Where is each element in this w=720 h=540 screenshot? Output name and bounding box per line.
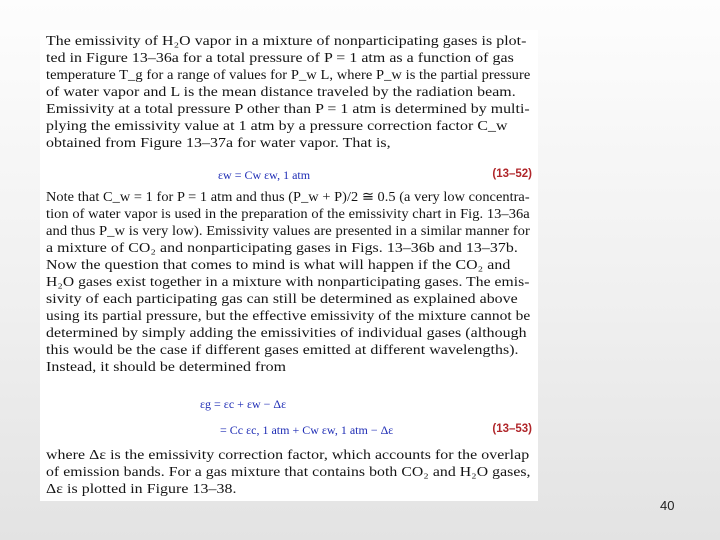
text-line: The emissivity of H₂O vapor in a mixture of nonparticipating gases is plot- (46, 33, 527, 48)
equation-13-53-line-1: εg = εc + εw − Δε (200, 397, 287, 411)
slide-page-number: 40 (660, 498, 675, 513)
text-line: plying the emissivity value at 1 atm by a pressure correction factor C_w (46, 118, 508, 133)
text-line: tion of water vapor is used in the preparation of the emissivity chart in Fig. 13–36a (46, 206, 530, 221)
text-line: where Δε is the emissivity correction factor, which accounts for the overlap (46, 447, 530, 462)
text-line: Now the question that comes to mind is what will happen if the CO₂ and (46, 257, 511, 272)
text-line: of emission bands. For a gas mixture that contains both CO₂ and H₂O gases, (46, 464, 531, 479)
text-line: temperature T_g for a range of values for P_w L, where P_w is the partial pressure (46, 67, 531, 82)
text-line: this would be the case if different gases emitted at different wavelengths). (46, 342, 519, 357)
textbook-page-scan (40, 30, 538, 501)
text-line: a mixture of CO₂ and nonparticipating gases in Figs. 13–36b and 13–37b. (46, 240, 518, 255)
text-line: and thus P_w is very low). Emissivity values are presented in a similar manner for (46, 223, 530, 238)
equation-number-13-52: (13–52) (492, 168, 532, 180)
equation-number-13-53: (13–53) (492, 423, 532, 435)
text-line: Instead, it should be determined from (46, 359, 287, 374)
text-line: obtained from Figure 13–37a for water vapor. That is, (46, 135, 391, 150)
text-line: Note that C_w = 1 for P = 1 atm and thus (P_w + P)/2 ≅ 0.5 (a very low concentra- (46, 189, 530, 204)
text-line: H₂O gases exist together in a mixture with nonparticipating gases. The emis- (46, 274, 530, 289)
text-line: sivity of each participating gas can still be determined as explained above (46, 291, 518, 306)
text-line: Emissivity at a total pressure P other than P = 1 atm is determined by multi- (46, 101, 530, 116)
equation-13-52: εw = Cw εw, 1 atm (218, 168, 311, 182)
equation-13-53-line-2: = Cc εc, 1 atm + Cw εw, 1 atm − Δε (220, 423, 394, 437)
text-line: Δε is plotted in Figure 13–38. (46, 481, 237, 496)
text-line: using its partial pressure, but the effective emissivity of the mixture cannot be (46, 308, 531, 323)
text-line: ted in Figure 13–36a for a total pressure of P = 1 atm as a function of gas (46, 50, 514, 65)
text-line: determined by simply adding the emissivities of individual gases (although (46, 325, 527, 340)
text-line: of water vapor and L is the mean distance traveled by the radiation beam. (46, 84, 516, 99)
